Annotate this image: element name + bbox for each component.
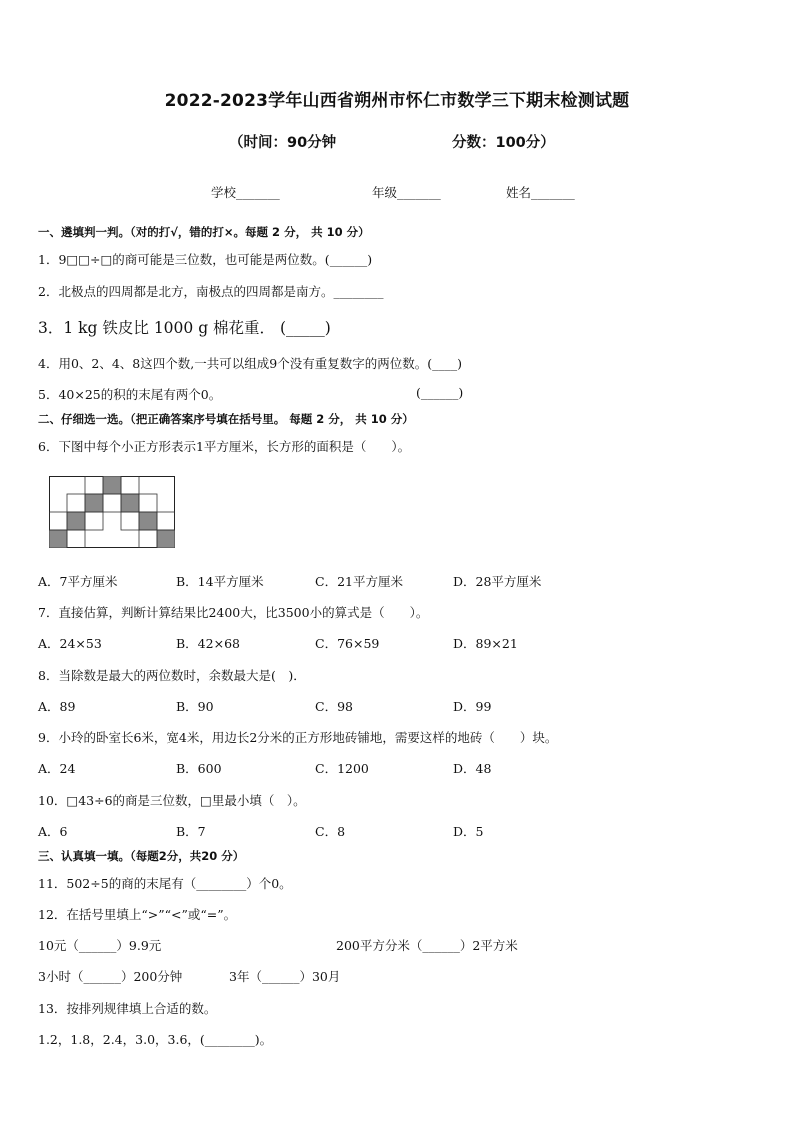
q12-compare-b: 200平方分米（______）2平方米 — [336, 938, 518, 953]
q8-option-c: C．98 — [315, 699, 353, 714]
section-1-heading: 一、遴填判一判。（对的打√，错的打×。每题 2 分， 共 10 分） — [38, 225, 370, 239]
q7-option-b: B．42×68 — [176, 636, 240, 651]
school-field: 学校_______ — [211, 185, 280, 200]
grid-square — [157, 530, 175, 548]
exam-score: 分数：100分） — [452, 135, 555, 151]
grid-square — [139, 512, 157, 530]
exam-time: （时间：90分钟 — [229, 135, 337, 151]
question-9: 9．小玲的卧室长6米，宽4米，用边长2分米的正方形地砖铺地，需要这样的地砖（ ）块。 — [38, 730, 558, 745]
q10-option-a: A．6 — [38, 824, 68, 839]
q7-option-c: C．76×59 — [315, 636, 380, 651]
q9-option-d: D．48 — [453, 761, 492, 776]
q9-option-c: C．1200 — [315, 761, 369, 776]
question-7: 7．直接估算，判断计算结果比2400大，比3500小的算式是（ ）。 — [38, 605, 429, 620]
question-11: 11．502÷5的商的末尾有（________）个0。 — [38, 876, 292, 891]
question-6: 6．下图中每个小正方形表示1平方厘米，长方形的面积是（ ）。 — [38, 439, 411, 454]
question-8: 8．当除数是最大的两位数时，余数最大是( )． — [38, 668, 306, 683]
page-title: 2022-2023学年山西省朔州市怀仁市数学三下期末检测试题 — [164, 91, 630, 111]
grid-square — [85, 494, 103, 512]
question-4: 4．用0、2、4、8这四个数,一共可以组成9个没有重复数字的两位数。(____) — [38, 356, 462, 371]
grid-square — [67, 512, 85, 530]
q8-option-a: A．89 — [38, 699, 76, 714]
q6-option-b: B．14平方厘米 — [176, 574, 264, 589]
section-3-heading: 三、认真填一填。（每题2分，共20 分） — [38, 849, 245, 863]
q7-option-d: D．89×21 — [453, 636, 518, 651]
q7-option-a: A．24×53 — [38, 636, 102, 651]
section-2-heading: 二、仔细选一选。（把正确答案序号填在括号里。 每题 2 分， 共 10 分） — [38, 412, 414, 426]
q6-option-d: D．28平方厘米 — [453, 574, 542, 589]
q10-option-c: C．8 — [315, 824, 346, 839]
q9-option-b: B．600 — [176, 761, 222, 776]
grid-square — [49, 530, 67, 548]
q9-option-a: A．24 — [38, 761, 76, 776]
grade-field: 年级_______ — [372, 185, 441, 200]
q8-option-b: B．90 — [176, 699, 214, 714]
q6-option-c: C．21平方厘米 — [315, 574, 403, 589]
q12-compare-a: 10元（______）9.9元 — [38, 938, 162, 953]
grid-square — [103, 476, 121, 494]
question-5-blank: (______) — [416, 385, 464, 400]
question-1: 1．9□□÷□的商可能是三位数，也可能是两位数。(______) — [38, 252, 373, 267]
question-10: 10．□43÷6的商是三位数，□里最小填（ ）。 — [38, 793, 306, 808]
staircase-grid-figure — [49, 476, 175, 548]
q6-option-a: A．7平方厘米 — [38, 574, 118, 589]
question-12: 12．在括号里填上“>”“<”或“=”。 — [38, 907, 237, 922]
question-5: 5．40×25的积的末尾有两个0。 — [38, 387, 222, 402]
question-3: 3．1 kg 铁皮比 1000 g 棉花重． (_____) — [38, 319, 331, 337]
question-13: 13．按排列规律填上合适的数。 — [38, 1001, 217, 1016]
q12-compare-d: 3年（______）30月 — [229, 969, 341, 984]
name-field: 姓名_______ — [506, 185, 575, 200]
q13-sequence: 1.2，1.8，2.4，3.0，3.6，(________)。 — [38, 1032, 273, 1047]
q10-option-d: D．5 — [453, 824, 484, 839]
q10-option-b: B．7 — [176, 824, 206, 839]
q8-option-d: D．99 — [453, 699, 492, 714]
q12-compare-c: 3小时（______）200分钟 — [38, 969, 183, 984]
question-2: 2．北极点的四周都是北方，南极点的四周都是南方。________ — [38, 284, 384, 299]
grid-square — [121, 494, 139, 512]
